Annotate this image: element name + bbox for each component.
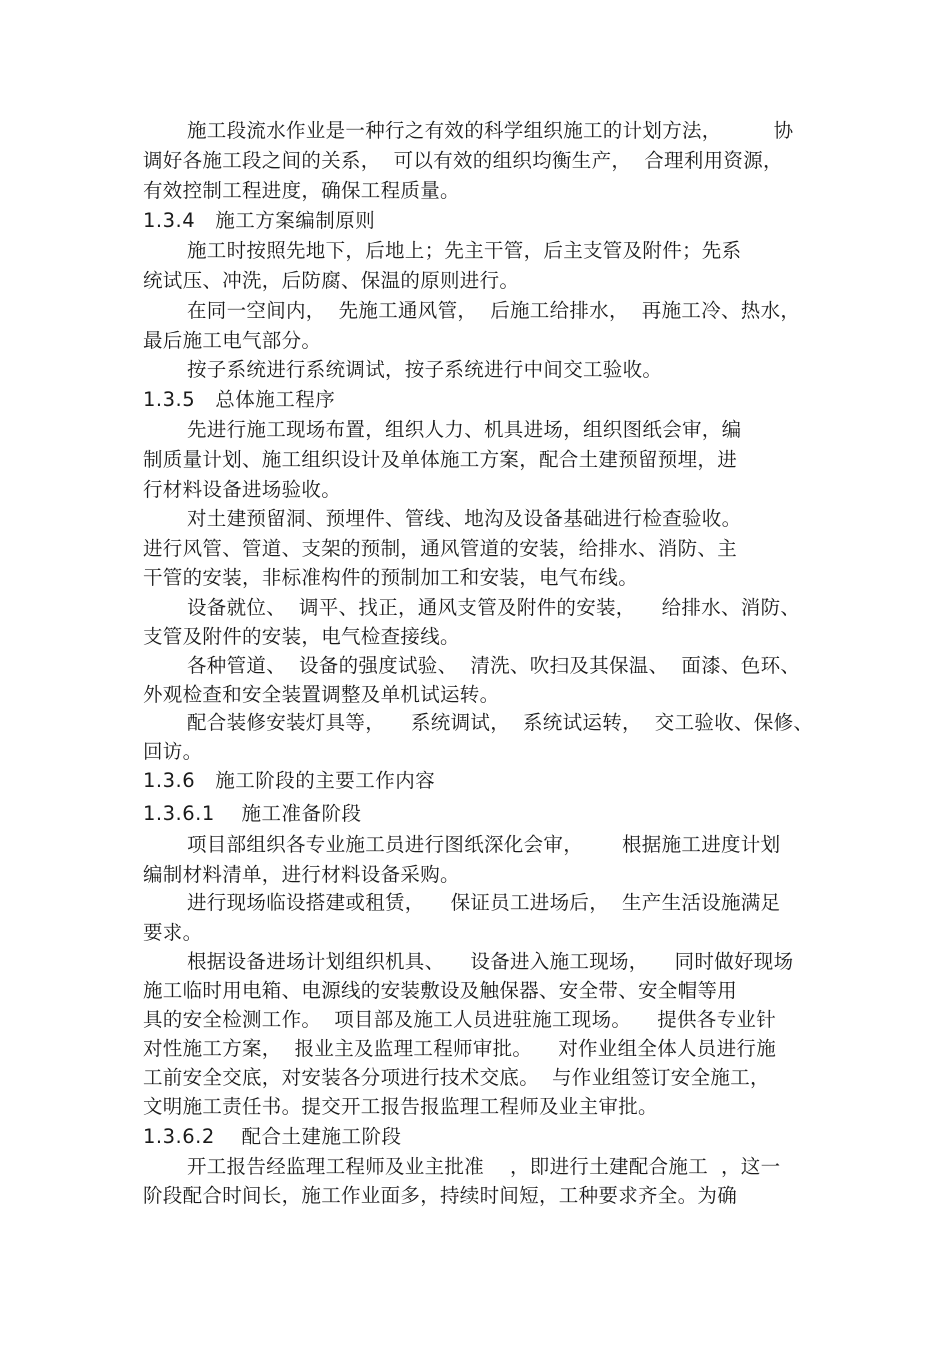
body-text-line: 开工报告经监理工程师及业主批准 ，即进行土建配合施工 ，这一: [187, 1155, 781, 1178]
body-text-line: 配合装修安装灯具等， 系统调试， 系统试运转， 交工验收、保修、: [187, 711, 814, 734]
body-text-line: 有效控制工程进度，确保工程质量。: [143, 179, 460, 202]
body-text-line: 文明施工责任书。提交开工报告报监理工程师及业主审批。: [143, 1095, 658, 1118]
body-text-line: 施工段流水作业是一种行之有效的科学组织施工的计划方法， 协: [187, 119, 794, 142]
body-text-line: 外观检查和安全装置调整及单机试运转。: [143, 683, 500, 706]
body-text-line: 各种管道、 设备的强度试验、 清洗、吹扫及其保温、 面漆、色环、: [187, 654, 801, 677]
body-text-line: 对土建预留洞、预埋件、管线、地沟及设备基础进行检查验收。: [187, 507, 742, 530]
body-text-line: 项目部组织各专业施工员进行图纸深化会审， 根据施工进度计划: [187, 833, 781, 856]
body-text-line: 要求。: [143, 921, 203, 944]
body-text-line: 施工时按照先地下，后地上；先主干管，后主支管及附件；先系: [187, 239, 742, 262]
body-text-line: 最后施工电气部分。: [143, 329, 322, 352]
body-text-line: 干管的安装，非标准构件的预制加工和安装，电气布线。: [143, 566, 639, 589]
body-text-line: 根据设备进场计划组织机具、 设备进入施工现场， 同时做好现场: [187, 950, 794, 973]
body-text-line: 具的安全检测工作。 项目部及施工人员进驻施工现场。 提供各专业针: [143, 1008, 776, 1031]
body-text-line: 进行现场临设搭建或租赁， 保证员工进场后， 生产生活设施满足: [187, 891, 781, 914]
body-text-line: 施工临时用电箱、电源线的安装敷设及触保器、安全带、安全帽等用: [143, 979, 738, 1002]
body-text-line: 统试压、冲洗，后防腐、保温的原则进行。: [143, 269, 520, 292]
body-text-line: 支管及附件的安装，电气检查接线。: [143, 625, 460, 648]
body-text-line: 对性施工方案， 报业主及监理工程师审批。 对作业组全体人员进行施: [143, 1037, 776, 1060]
body-text-line: 制质量计划、施工组织设计及单体施工方案，配合土建预留预埋，进: [143, 448, 738, 471]
body-text-line: 按子系统进行系统调试，按子系统进行中间交工验收。: [187, 358, 663, 381]
body-text-line: 在同一空间内， 先施工通风管， 后施工给排水， 再施工冷、热水，: [187, 299, 801, 322]
section-heading-1-3-6: 1.3.6 施工阶段的主要工作内容: [143, 769, 436, 792]
subsection-heading-1-3-6-2: 1.3.6.2 配合土建施工阶段: [143, 1125, 402, 1148]
body-text-line: 阶段配合时间长，施工作业面多，持续时间短，工种要求齐全。为确: [143, 1184, 738, 1207]
body-text-line: 进行风管、管道、支架的预制，通风管道的安装，给排水、消防、主: [143, 537, 738, 560]
section-heading-1-3-4: 1.3.4 施工方案编制原则: [143, 209, 376, 232]
body-text-line: 编制材料清单，进行材料设备采购。: [143, 863, 460, 886]
body-text-line: 设备就位、 调平、找正，通风支管及附件的安装， 给排水、消防、: [187, 596, 801, 619]
body-text-line: 行材料设备进场验收。: [143, 478, 342, 501]
body-text-line: 调好各施工段之间的关系， 可以有效的组织均衡生产， 合理利用资源，: [143, 149, 783, 172]
body-text-line: 回访。: [143, 740, 203, 763]
section-heading-1-3-5: 1.3.5 总体施工程序: [143, 388, 336, 411]
body-text-line: 先进行施工现场布置，组织人力、机具进场，组织图纸会审，编: [187, 418, 742, 441]
subsection-heading-1-3-6-1: 1.3.6.1 施工准备阶段: [143, 802, 362, 825]
body-text-line: 工前安全交底，对安装各分项进行技术交底。 与作业组签订安全施工，: [143, 1066, 770, 1089]
